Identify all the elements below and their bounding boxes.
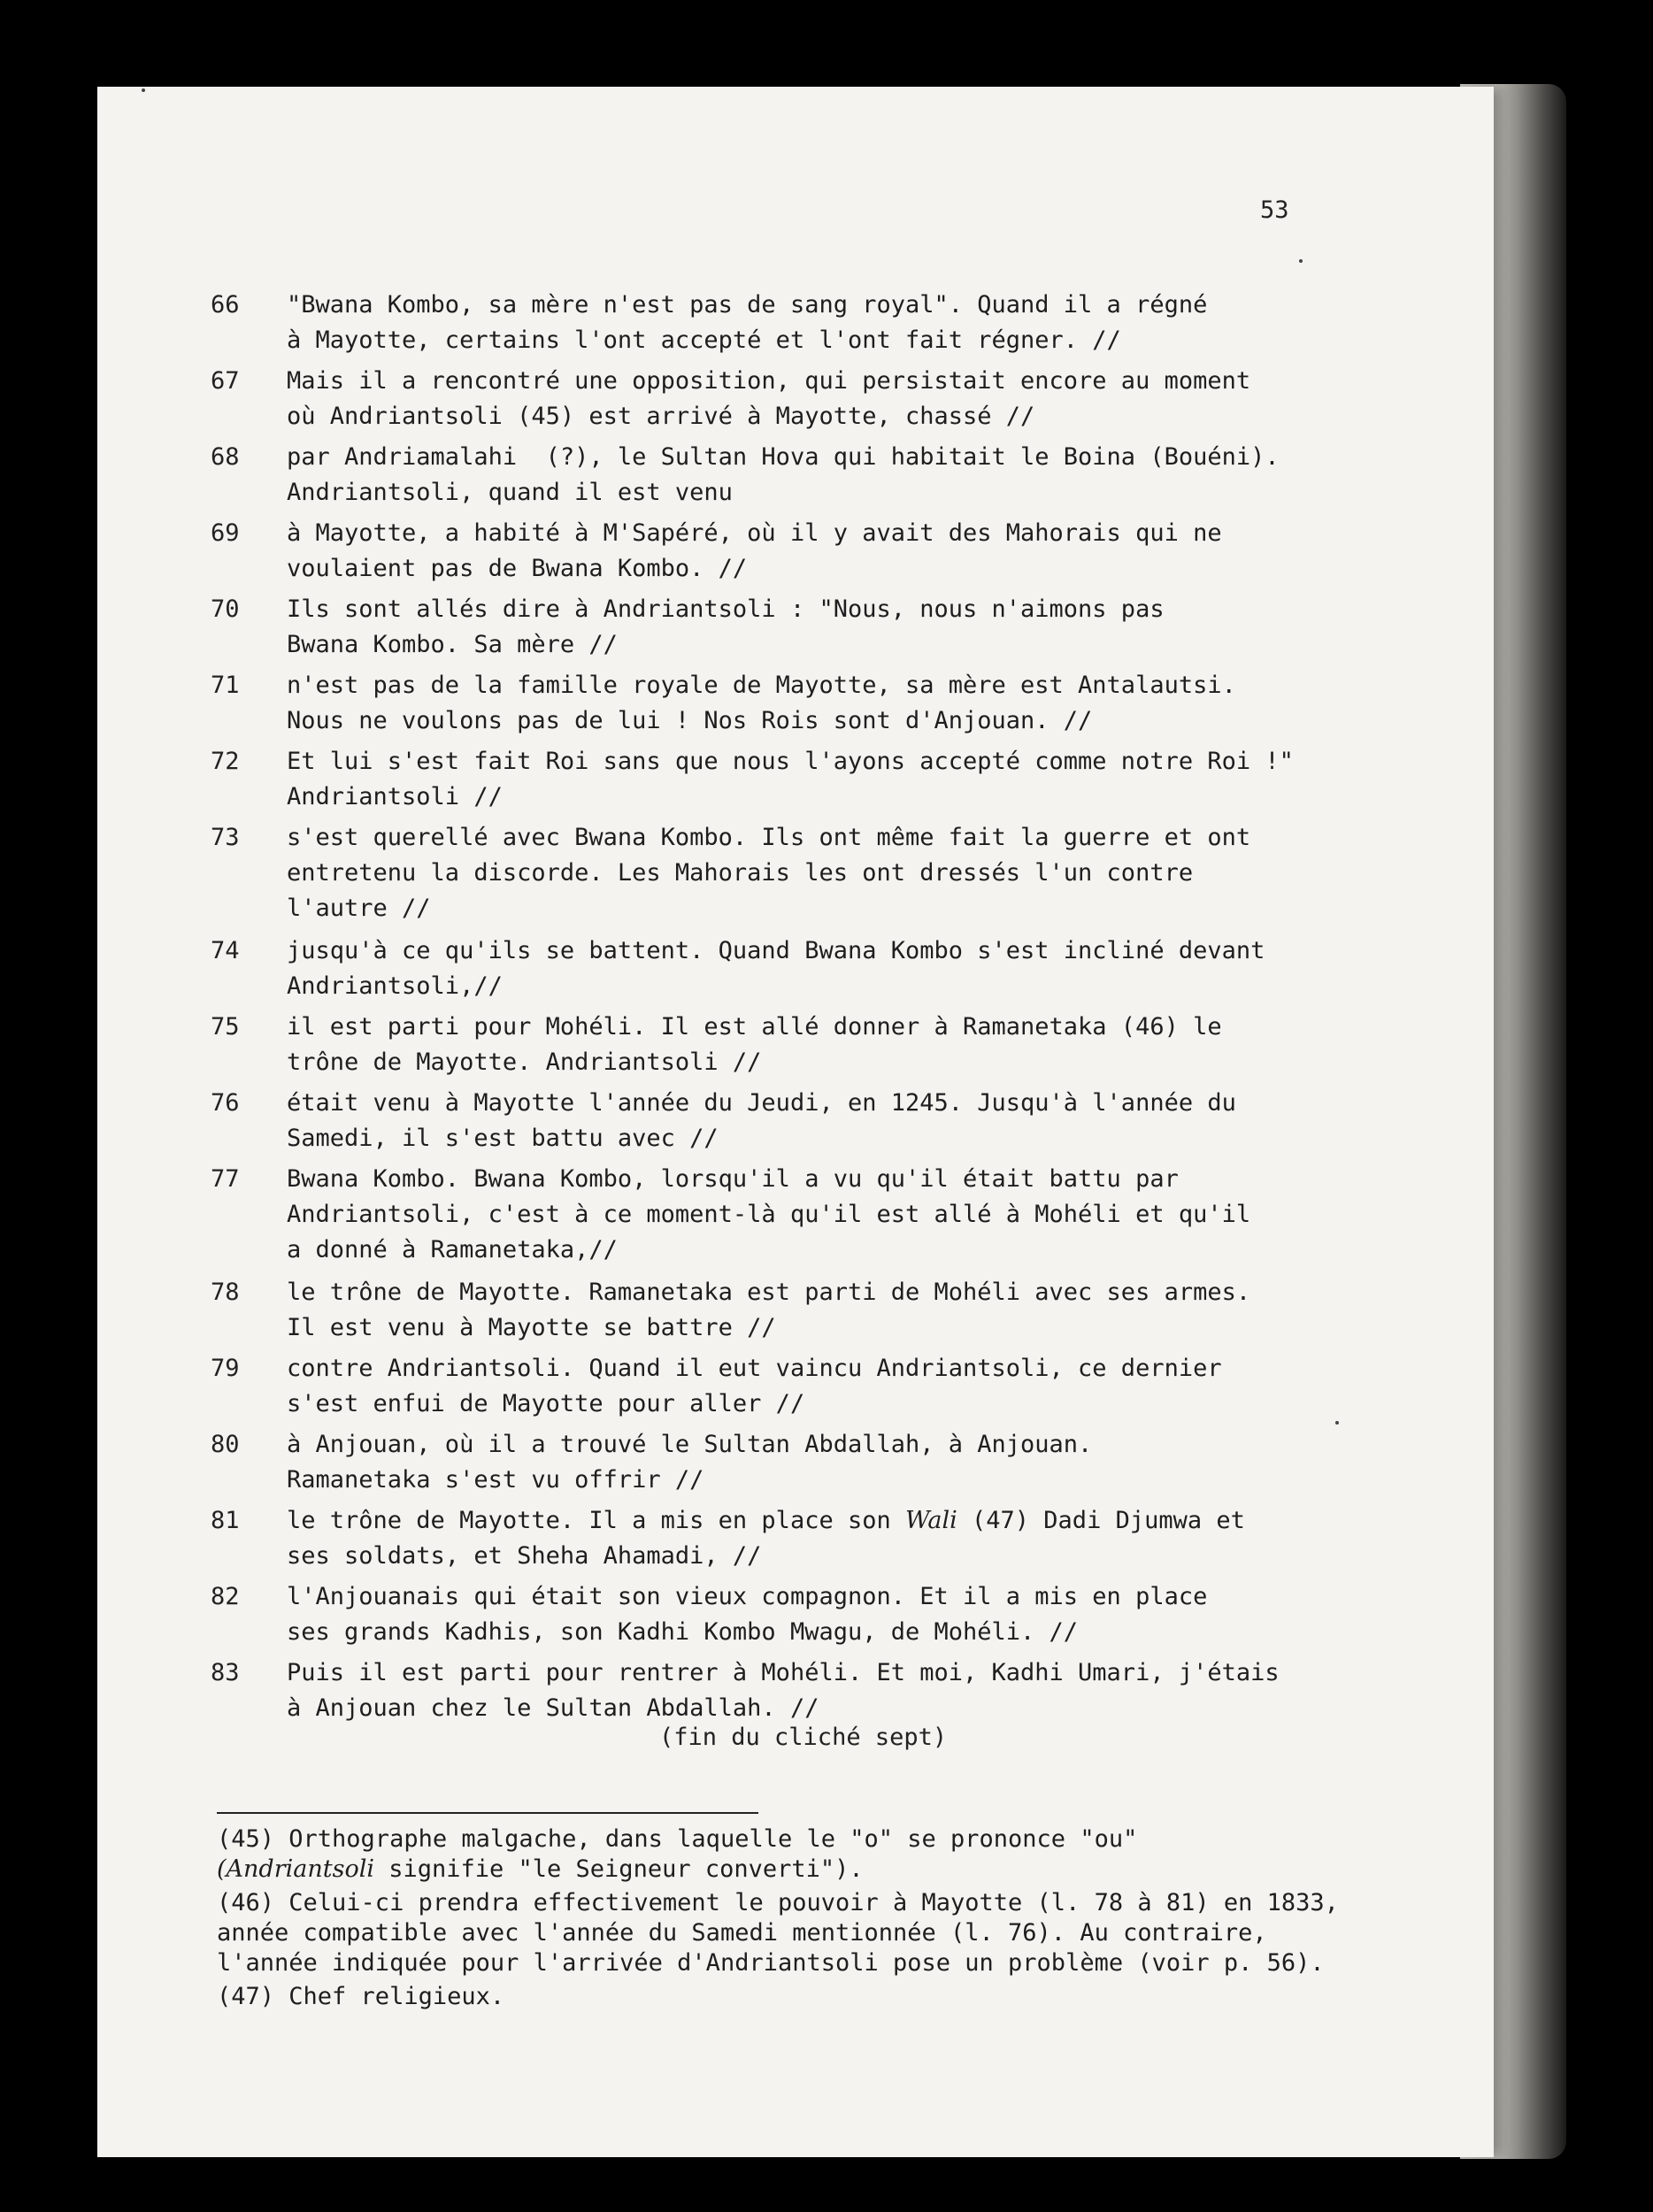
footnote-45-line-1: (45) Orthographe malgache, dans laquelle le "o" se prononce "ou" — [217, 1825, 1138, 1853]
line-text: Bwana Kombo. Bwana Kombo, lorsqu'il a vu qu'il était battu par Andriantsoli, c'est à ce moment-là qu'il est allé à Mohéli et qu'il a donné à Ramanetaka,// — [287, 1165, 1251, 1263]
numbered-text-lines — [211, 288, 1370, 1732]
line-text: "Bwana Kombo, sa mère n'est pas de sang royal". Quand il a régné à Mayotte, certains l'ont accepté et l'ont fait régner. // — [287, 291, 1208, 354]
line-text: à Anjouan, où il a trouvé le Sultan Abdallah, à Anjouan. Ramanetaka s'est vu offrir // — [287, 1431, 1093, 1494]
footnote-47: (47) Chef religieux. — [217, 1983, 505, 2010]
footnote-46: (46) Celui-ci prendra effectivement le pouvoir à Mayotte (l. 78 à 81) en 1833, année compatible avec l'année du Samedi mentionnée (l. 76). Au contraire, l'année indiquée pour l'arrivée d'Andriantsoli pose un problème (voir p. 56). — [217, 1889, 1339, 1977]
line-text: contre Andriantsoli. Quand il eut vaincu Andriantsoli, ce dernier s'est enfui de Mayotte pour aller // — [287, 1355, 1222, 1417]
footnote-45-line-2 — [217, 1855, 1341, 1885]
line-text: le trône de Mayotte. Ramanetaka est parti de Mohéli avec ses armes. Il est venu à Mayotte se battre // — [287, 1279, 1251, 1341]
text-line — [211, 1655, 1370, 1732]
line-number: 75 — [211, 1013, 240, 1041]
text-line — [211, 1427, 1370, 1503]
line-text: Mais il a rencontré une opposition, qui persistait encore au moment où Andriantsoli (45) est arrivé à Mayotte, chassé // — [287, 367, 1251, 430]
footnote-separator — [217, 1812, 758, 1814]
line-number: 81 — [211, 1507, 240, 1534]
line-number: 76 — [211, 1089, 240, 1117]
andriantsoli-term: (Andriantsoli — [217, 1855, 374, 1883]
text-line — [211, 1162, 1370, 1275]
text-line — [211, 364, 1370, 440]
line-number: 80 — [211, 1431, 240, 1458]
text-line — [211, 1351, 1370, 1427]
line-text: il est parti pour Mohéli. Il est allé donner à Ramanetaka (46) le trône de Mayotte. Andriantsoli // — [287, 1013, 1222, 1076]
line-number: 70 — [211, 595, 240, 623]
line-text: jusqu'à ce qu'ils se battent. Quand Bwana Kombo s'est incliné devant Andriantsoli,// — [287, 937, 1265, 1000]
line-number: 83 — [211, 1659, 240, 1686]
line-text: s'est querellé avec Bwana Kombo. Ils ont même fait la guerre et ont entretenu la discorde. Les Mahorais les ont dressés l'un contre l'autre // — [287, 824, 1251, 922]
line-text-part: (47) Dadi Djumwa et ses soldats, et Sheha Ahamadi, // — [287, 1507, 1245, 1570]
line-text: Ils sont allés dire à Andriantsoli : "Nous, nous n'aimons pas Bwana Kombo. Sa mère // — [287, 595, 1165, 658]
text-line — [211, 516, 1370, 592]
text-line — [211, 1086, 1370, 1162]
line-text — [287, 1503, 1349, 1574]
line-text: Puis il est parti pour rentrer à Mohéli. Et moi, Kadhi Umari, j'étais à Anjouan chez le Sultan Abdallah. // — [287, 1659, 1280, 1722]
line-text: par Andriamalahi (?), le Sultan Hova qui habitait le Boina (Bouéni). Andriantsoli, quand il est venu — [287, 443, 1280, 506]
line-text: Et lui s'est fait Roi sans que nous l'ayons accepté comme notre Roi !" Andriantsoli // — [287, 748, 1294, 810]
line-number: 77 — [211, 1165, 240, 1193]
line-number: 66 — [211, 291, 240, 319]
line-text: était venu à Mayotte l'année du Jeudi, en 1245. Jusqu'à l'année du Samedi, il s'est battu avec // — [287, 1089, 1236, 1152]
line-number: 67 — [211, 367, 240, 395]
line-number: 69 — [211, 519, 240, 547]
text-line — [211, 1503, 1370, 1579]
text-line — [211, 288, 1370, 364]
line-text: l'Anjouanais qui était son vieux compagnon. Et il a mis en place ses grands Kadhis, son Kadhi Kombo Mwagu, de Mohéli. // — [287, 1583, 1208, 1646]
text-line — [211, 744, 1370, 820]
line-number: 71 — [211, 672, 240, 699]
line-text: à Mayotte, a habité à M'Sapéré, où il y avait des Mahorais qui ne voulaient pas de Bwana Kombo. // — [287, 519, 1222, 582]
text-line — [211, 592, 1370, 668]
line-number: 79 — [211, 1355, 240, 1382]
page-number: 53 — [1260, 196, 1289, 224]
text-line — [211, 1010, 1370, 1086]
text-line — [211, 933, 1370, 1010]
line-number: 74 — [211, 937, 240, 964]
text-line — [211, 820, 1370, 933]
wali-term: Wali — [904, 1507, 957, 1534]
paper-speck — [1299, 259, 1303, 263]
line-number: 73 — [211, 824, 240, 851]
text-line — [211, 440, 1370, 516]
footnote-45-rest: signifie "le Seigneur converti"). — [373, 1855, 864, 1883]
text-line — [211, 1579, 1370, 1655]
paper-speck — [142, 88, 145, 92]
line-number: 68 — [211, 443, 240, 471]
line-number: 78 — [211, 1279, 240, 1306]
footnotes — [217, 1824, 1341, 2016]
line-text-part: le trône de Mayotte. Il a mis en place son — [287, 1507, 905, 1534]
text-line — [211, 1275, 1370, 1351]
end-of-cliche-note: (fin du cliché sept) — [659, 1724, 948, 1751]
text-line — [211, 668, 1370, 744]
line-number: 82 — [211, 1583, 240, 1610]
footnote-45 — [217, 1824, 1341, 1885]
line-number: 72 — [211, 748, 240, 775]
line-text: n'est pas de la famille royale de Mayotte, sa mère est Antalautsi. Nous ne voulons pas de lui ! Nos Rois sont d'Anjouan. // — [287, 672, 1236, 734]
